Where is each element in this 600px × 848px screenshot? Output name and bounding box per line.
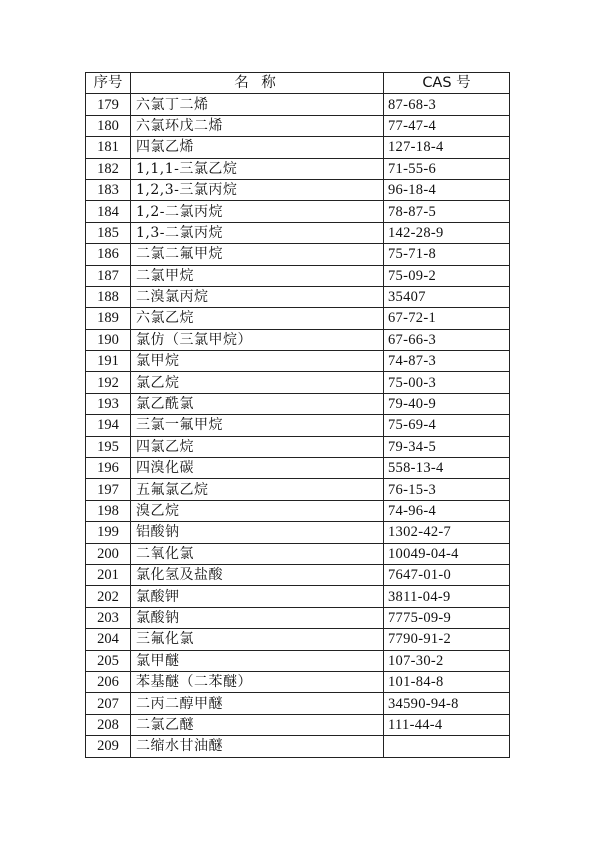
table-row — [86, 500, 510, 521]
cas-cell: 79-34-5 — [384, 436, 510, 457]
table-row — [86, 607, 510, 628]
cas-cell: 107-30-2 — [384, 650, 510, 671]
name-cell: 四溴化碳 — [131, 458, 384, 479]
seq-cell: 183 — [86, 179, 131, 200]
seq-cell: 209 — [86, 736, 131, 757]
cas-cell: 77-47-4 — [384, 115, 510, 136]
header-row — [86, 73, 510, 94]
seq-cell: 188 — [86, 286, 131, 307]
name-cell: 1,2-二氯丙烷 — [131, 201, 384, 222]
table-row — [86, 586, 510, 607]
cas-cell: 34590-94-8 — [384, 693, 510, 714]
name-cell: 溴乙烷 — [131, 500, 384, 521]
table-row — [86, 415, 510, 436]
header-cas: CAS 号 — [384, 73, 510, 94]
cas-cell — [384, 736, 510, 757]
seq-cell: 197 — [86, 479, 131, 500]
name-cell: 二氯乙醚 — [131, 714, 384, 735]
seq-cell: 184 — [86, 201, 131, 222]
cas-cell: 35407 — [384, 286, 510, 307]
table-row — [86, 115, 510, 136]
seq-cell: 196 — [86, 458, 131, 479]
table-row — [86, 179, 510, 200]
seq-cell: 199 — [86, 522, 131, 543]
seq-cell: 193 — [86, 393, 131, 414]
name-cell: 六氯丁二烯 — [131, 94, 384, 115]
cas-cell: 74-87-3 — [384, 351, 510, 372]
name-cell: 1,2,3-三氯丙烷 — [131, 179, 384, 200]
seq-cell: 203 — [86, 607, 131, 628]
table-row — [86, 393, 510, 414]
table-row — [86, 650, 510, 671]
table-row — [86, 222, 510, 243]
table-row — [86, 265, 510, 286]
table-row — [86, 308, 510, 329]
seq-cell: 181 — [86, 137, 131, 158]
cas-cell: 3811-04-9 — [384, 586, 510, 607]
header-name: 名 称 — [131, 73, 384, 94]
name-cell: 氯乙酰氯 — [131, 393, 384, 414]
cas-cell: 67-72-1 — [384, 308, 510, 329]
seq-cell: 182 — [86, 158, 131, 179]
name-cell: 六氯环戊二烯 — [131, 115, 384, 136]
name-cell: 三氯一氟甲烷 — [131, 415, 384, 436]
seq-cell: 189 — [86, 308, 131, 329]
cas-cell: 67-66-3 — [384, 329, 510, 350]
seq-cell: 191 — [86, 351, 131, 372]
name-cell: 五氟氯乙烷 — [131, 479, 384, 500]
name-cell: 氯仿（三氯甲烷） — [131, 329, 384, 350]
seq-cell: 195 — [86, 436, 131, 457]
cas-cell: 75-69-4 — [384, 415, 510, 436]
cas-cell: 558-13-4 — [384, 458, 510, 479]
cas-cell: 1302-42-7 — [384, 522, 510, 543]
table-row — [86, 693, 510, 714]
table-row — [86, 372, 510, 393]
name-cell: 氯酸钠 — [131, 607, 384, 628]
cas-cell: 111-44-4 — [384, 714, 510, 735]
table-row — [86, 543, 510, 564]
table-row — [86, 137, 510, 158]
table-row — [86, 158, 510, 179]
table-row — [86, 286, 510, 307]
name-cell: 二缩水甘油醚 — [131, 736, 384, 757]
cas-cell: 87-68-3 — [384, 94, 510, 115]
seq-cell: 179 — [86, 94, 131, 115]
name-cell: 二丙二醇甲醚 — [131, 693, 384, 714]
name-cell: 二溴氯丙烷 — [131, 286, 384, 307]
table-body — [86, 94, 510, 757]
cas-cell: 75-71-8 — [384, 244, 510, 265]
cas-cell: 7647-01-0 — [384, 564, 510, 585]
table-row — [86, 671, 510, 692]
name-cell: 二氯甲烷 — [131, 265, 384, 286]
table-row — [86, 714, 510, 735]
name-cell: 三氟化氯 — [131, 629, 384, 650]
name-cell: 氯甲醚 — [131, 650, 384, 671]
cas-cell: 96-18-4 — [384, 179, 510, 200]
cas-cell: 7790-91-2 — [384, 629, 510, 650]
seq-cell: 207 — [86, 693, 131, 714]
name-cell: 氯酸钾 — [131, 586, 384, 607]
cas-cell: 101-84-8 — [384, 671, 510, 692]
name-cell: 二氯二氟甲烷 — [131, 244, 384, 265]
seq-cell: 186 — [86, 244, 131, 265]
seq-cell: 201 — [86, 564, 131, 585]
seq-cell: 206 — [86, 671, 131, 692]
name-cell: 氯乙烷 — [131, 372, 384, 393]
table-row — [86, 479, 510, 500]
table-row — [86, 436, 510, 457]
name-cell: 六氯乙烷 — [131, 308, 384, 329]
name-cell: 1,1,1-三氯乙烷 — [131, 158, 384, 179]
seq-cell: 187 — [86, 265, 131, 286]
table-row — [86, 201, 510, 222]
table-row — [86, 244, 510, 265]
chemical-cas-table — [85, 72, 510, 758]
seq-cell: 190 — [86, 329, 131, 350]
header-seq: 序号 — [86, 73, 131, 94]
seq-cell: 204 — [86, 629, 131, 650]
cas-cell: 79-40-9 — [384, 393, 510, 414]
table-row — [86, 94, 510, 115]
cas-cell: 75-00-3 — [384, 372, 510, 393]
table-row — [86, 522, 510, 543]
seq-cell: 208 — [86, 714, 131, 735]
seq-cell: 200 — [86, 543, 131, 564]
cas-cell: 10049-04-4 — [384, 543, 510, 564]
table-row — [86, 458, 510, 479]
table-row — [86, 329, 510, 350]
name-cell: 1,3-二氯丙烷 — [131, 222, 384, 243]
cas-cell: 142-28-9 — [384, 222, 510, 243]
cas-cell: 78-87-5 — [384, 201, 510, 222]
name-cell: 铝酸钠 — [131, 522, 384, 543]
name-cell: 氯化氢及盐酸 — [131, 564, 384, 585]
seq-cell: 198 — [86, 500, 131, 521]
seq-cell: 202 — [86, 586, 131, 607]
table-row — [86, 736, 510, 757]
table-row — [86, 351, 510, 372]
cas-cell: 7775-09-9 — [384, 607, 510, 628]
table-row — [86, 564, 510, 585]
seq-cell: 192 — [86, 372, 131, 393]
cas-cell: 71-55-6 — [384, 158, 510, 179]
seq-cell: 205 — [86, 650, 131, 671]
table-row — [86, 629, 510, 650]
seq-cell: 180 — [86, 115, 131, 136]
seq-cell: 185 — [86, 222, 131, 243]
name-cell: 二氧化氯 — [131, 543, 384, 564]
cas-cell: 75-09-2 — [384, 265, 510, 286]
name-cell: 四氯乙烯 — [131, 137, 384, 158]
name-cell: 苯基醚（二苯醚） — [131, 671, 384, 692]
cas-cell: 74-96-4 — [384, 500, 510, 521]
seq-cell: 194 — [86, 415, 131, 436]
table-header — [86, 73, 510, 94]
name-cell: 四氯乙烷 — [131, 436, 384, 457]
name-cell: 氯甲烷 — [131, 351, 384, 372]
cas-cell: 127-18-4 — [384, 137, 510, 158]
cas-cell: 76-15-3 — [384, 479, 510, 500]
